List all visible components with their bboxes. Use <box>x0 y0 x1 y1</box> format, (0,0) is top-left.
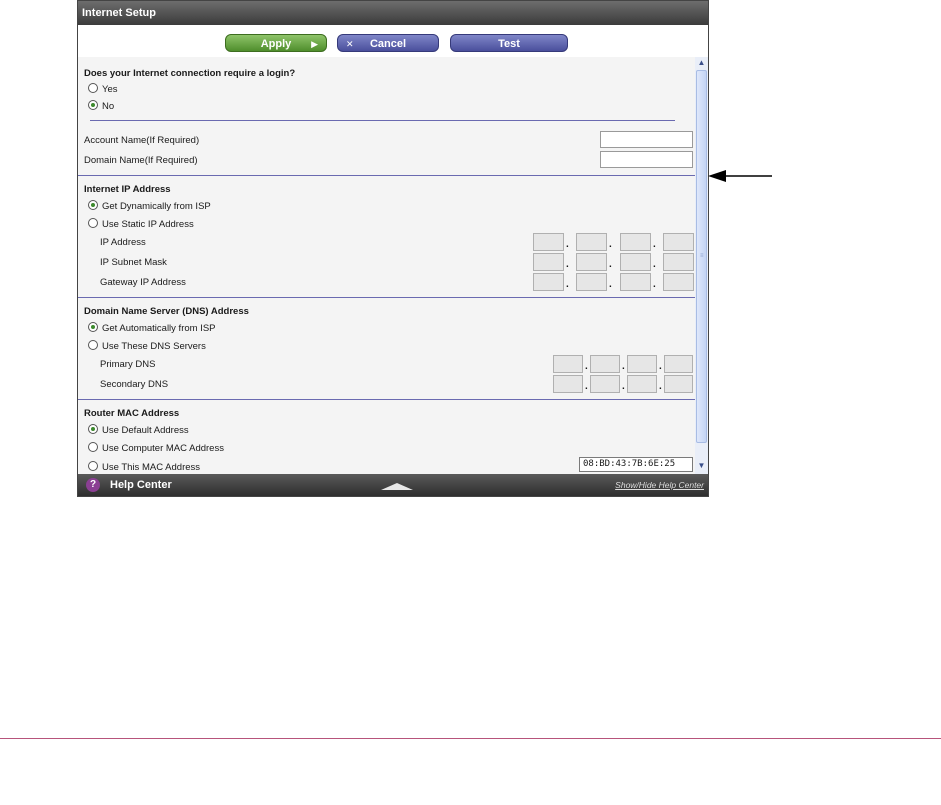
settings-panel <box>78 57 695 474</box>
octet-separator: . <box>659 361 662 372</box>
login-no-label: No <box>102 101 115 112</box>
ip-octet-input[interactable] <box>576 233 607 251</box>
ip-octet-input[interactable] <box>664 375 693 393</box>
mac-section-title: Router MAC Address <box>84 408 180 419</box>
chevron-right-icon: ▶ <box>311 39 318 49</box>
ip-octet-input[interactable] <box>620 273 651 291</box>
ip-octet-input[interactable] <box>627 375 657 393</box>
show-hide-help-link[interactable]: Show/Hide Help Center <box>615 480 704 490</box>
ip-section-title: Internet IP Address <box>84 184 171 195</box>
scroll-thumb[interactable] <box>696 70 707 443</box>
scroll-down-icon[interactable]: ▼ <box>697 461 706 470</box>
gateway-ip-label: Gateway IP Address <box>100 277 186 288</box>
ip-static-label: Use Static IP Address <box>102 219 194 230</box>
octet-separator: . <box>585 361 588 372</box>
octet-separator: . <box>566 239 569 250</box>
apply-button-label: Apply <box>260 38 292 50</box>
cancel-button[interactable] <box>337 34 439 52</box>
ip-octet-input[interactable] <box>664 355 693 373</box>
subnet-mask-label: IP Subnet Mask <box>100 257 167 268</box>
ip-static-radio[interactable] <box>88 218 98 228</box>
octet-separator: . <box>609 259 612 270</box>
apply-button[interactable] <box>225 34 327 52</box>
ip-octet-input[interactable] <box>553 355 583 373</box>
divider <box>78 399 695 400</box>
ip-dynamic-radio[interactable] <box>88 200 98 210</box>
dns-auto-radio[interactable] <box>88 322 98 332</box>
mac-address-input[interactable]: 08:BD:43:7B:6E:25 <box>579 457 693 472</box>
octet-separator: . <box>653 259 656 270</box>
ip-octet-input[interactable] <box>553 375 583 393</box>
ip-octet-input[interactable] <box>576 253 607 271</box>
domain-name-input[interactable] <box>600 151 693 168</box>
x-icon: ✕ <box>346 39 354 49</box>
divider <box>78 175 695 176</box>
scroll-up-icon[interactable]: ▲ <box>697 58 706 67</box>
triangle-up-icon[interactable] <box>381 483 413 490</box>
ip-octet-input[interactable] <box>620 253 651 271</box>
ip-octet-input[interactable] <box>590 375 620 393</box>
ip-octet-input[interactable] <box>533 253 564 271</box>
grip-icon: ≡ <box>700 253 704 259</box>
octet-separator: . <box>566 259 569 270</box>
test-button-label: Test <box>498 38 520 50</box>
dns-manual-radio[interactable] <box>88 340 98 350</box>
mac-this-label: Use This MAC Address <box>102 462 201 473</box>
help-center-label: Help Center <box>110 479 172 491</box>
cancel-button-label: Cancel <box>369 38 407 50</box>
mac-computer-label: Use Computer MAC Address <box>102 443 224 454</box>
ip-octet-input[interactable] <box>590 355 620 373</box>
vertical-scrollbar[interactable] <box>695 57 708 474</box>
ip-octet-input[interactable] <box>533 233 564 251</box>
mac-default-label: Use Default Address <box>102 425 189 436</box>
ip-dynamic-label: Get Dynamically from ISP <box>102 201 211 212</box>
octet-separator: . <box>609 239 612 250</box>
ip-octet-input[interactable] <box>620 233 651 251</box>
octet-separator: . <box>609 279 612 290</box>
arrow-left-icon <box>708 168 772 184</box>
ip-octet-input[interactable] <box>663 273 694 291</box>
ip-octet-input[interactable] <box>663 233 694 251</box>
mac-computer-radio[interactable] <box>88 442 98 452</box>
window-title: Internet Setup <box>78 1 708 25</box>
login-question: Does your Internet connection require a login? <box>84 68 296 79</box>
mac-default-radio[interactable] <box>88 424 98 434</box>
ip-address-label: IP Address <box>100 237 146 248</box>
dns-auto-label: Get Automatically from ISP <box>102 323 216 334</box>
domain-name-label: Domain Name(If Required) <box>84 155 198 166</box>
login-yes-radio[interactable] <box>88 83 98 93</box>
mac-this-radio[interactable] <box>88 461 98 471</box>
primary-dns-label: Primary DNS <box>100 359 156 370</box>
octet-separator: . <box>566 279 569 290</box>
ip-octet-input[interactable] <box>663 253 694 271</box>
toolbar <box>78 25 708 57</box>
login-no-radio[interactable] <box>88 100 98 110</box>
octet-separator: . <box>659 381 662 392</box>
octet-separator: . <box>622 361 625 372</box>
question-mark-icon[interactable]: ? <box>86 478 100 492</box>
help-center-bar <box>78 474 708 496</box>
octet-separator: . <box>653 279 656 290</box>
divider <box>78 297 695 298</box>
account-name-label: Account Name(If Required) <box>84 135 200 146</box>
account-name-input[interactable] <box>600 131 693 148</box>
octet-separator: . <box>653 239 656 250</box>
ip-octet-input[interactable] <box>533 273 564 291</box>
dns-manual-label: Use These DNS Servers <box>102 341 206 352</box>
divider <box>90 120 675 121</box>
secondary-dns-label: Secondary DNS <box>100 379 169 390</box>
ip-octet-input[interactable] <box>627 355 657 373</box>
ip-octet-input[interactable] <box>576 273 607 291</box>
octet-separator: . <box>585 381 588 392</box>
internet-setup-window <box>77 0 709 497</box>
login-yes-label: Yes <box>102 84 118 95</box>
dns-section-title: Domain Name Server (DNS) Address <box>84 306 249 317</box>
footer-rule <box>0 738 941 739</box>
octet-separator: . <box>622 381 625 392</box>
test-button[interactable] <box>450 34 568 52</box>
